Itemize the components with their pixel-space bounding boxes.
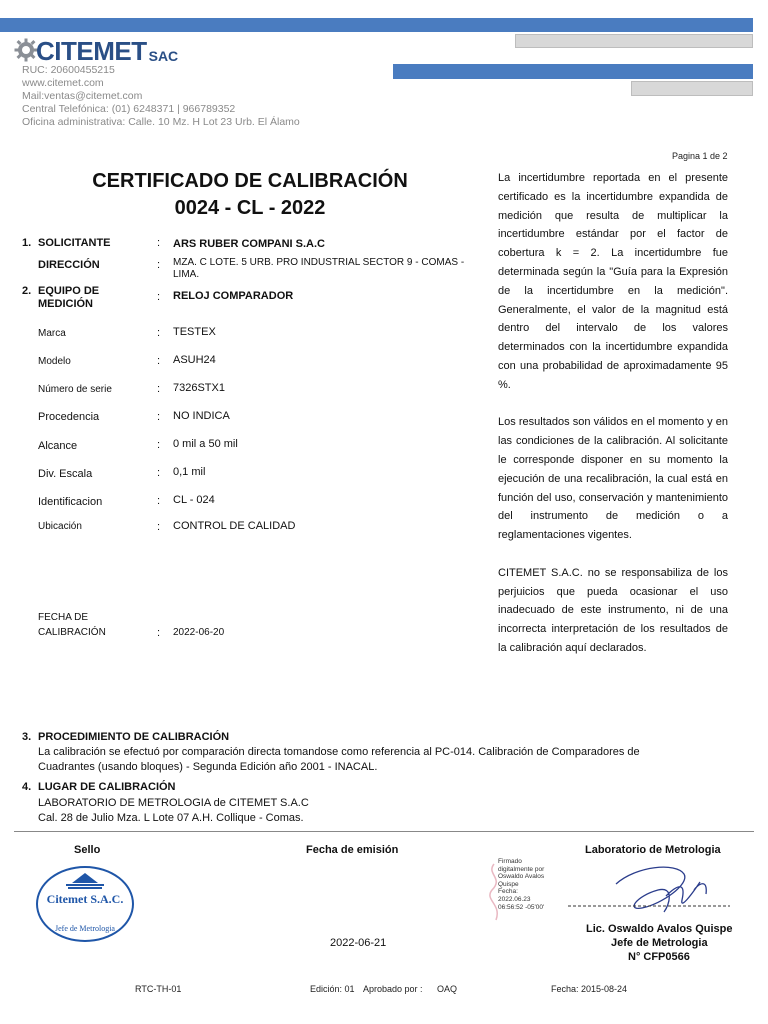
fecha-emision-label: Fecha de emisión (306, 844, 399, 856)
serie-label: Número de serie (38, 384, 112, 395)
colon: : (157, 411, 161, 423)
colon: : (157, 259, 161, 271)
procedencia-value: NO INDICA (173, 410, 230, 422)
marca-label: Marca (38, 328, 66, 339)
direccion-value: MZA. C LOTE. 5 URB. PRO INDUSTRIAL SECTOR 9 - COMAS - LIMA. (173, 257, 465, 280)
identificacion-value: CL - 024 (173, 494, 215, 506)
escala-label: Div. Escala (38, 468, 93, 480)
fecha-emision-value: 2022-06-21 (330, 937, 387, 949)
modelo-value: ASUH24 (173, 354, 216, 366)
divider (14, 831, 754, 832)
signer-cfp: N° CFP0566 (628, 951, 690, 963)
section-number-4: 4. (22, 781, 32, 793)
gear-icon (14, 38, 38, 62)
escala-value: 0,1 mil (173, 466, 206, 478)
header-blue-bar-top (0, 18, 753, 32)
stamp-company-name: Citemet S.A.C. (46, 892, 124, 906)
procedimiento-line2: Cuadrantes (usando bloques) - Segunda Edición año 2001 - INACAL. (38, 761, 378, 773)
mail-text: Mail:ventas@citemet.com (22, 90, 143, 102)
edition-text: Edición: 01 (310, 984, 355, 994)
colon: : (157, 327, 161, 339)
logo-text: CITEMET (36, 36, 147, 66)
laboratorio-label: Laboratorio de Metrologia (585, 844, 721, 856)
validity-paragraph: Los resultados son válidos en el momento y en las condiciones de la calibración. Al solicitante le corresponde disponer en su momento la ejecución de una recalibración, la cual está en función del uso, conservación y mantenimiento del instrumento de medición o a reglamentaciones vigentes. (498, 416, 728, 542)
company-logo (14, 34, 178, 64)
equipo-label: EQUIPO DE MEDICIÓN (38, 285, 100, 310)
colon: : (157, 355, 161, 367)
ubicacion-label: Ubicación (38, 521, 82, 532)
procedencia-label: Procedencia (38, 411, 100, 423)
digital-signature-note: Firmado digitalmente por Oswaldo Avalos Quispe Fecha: 2022.06.23 06:56:52 -05'00' (498, 858, 545, 911)
colon: : (157, 383, 161, 395)
signer-name: Lic. Oswaldo Avalos Quispe (586, 923, 733, 935)
ubicacion-value: CONTROL DE CALIDAD (173, 520, 296, 532)
stamp-subtitle: Jefe de Metrologia (55, 924, 115, 933)
alcance-label: Alcance (38, 440, 78, 452)
footer-date: Fecha: 2015-08-24 (551, 984, 628, 994)
phone-text: Central Telefónica: (01) 6248371 | 966789352 (22, 103, 236, 115)
lugar-line1: LABORATORIO DE METROLOGIA de CITEMET S.A.C (38, 797, 309, 809)
serie-value: 7326STX1 (173, 382, 225, 394)
ruc-text: RUC: 20600455215 (22, 64, 115, 76)
approved-by-value: OAQ (437, 984, 458, 994)
page-number: Pagina 1 de 2 (672, 151, 728, 161)
signer-role: Jefe de Metrologia (611, 937, 708, 949)
solicitante-label: SOLICITANTE (38, 237, 111, 249)
section-number-3: 3. (22, 731, 32, 743)
website-text: www.citemet.com (22, 77, 104, 89)
handwritten-signature (566, 860, 732, 918)
form-code: RTC-TH-01 (135, 984, 182, 994)
fecha-calibracion-label-line1: FECHA DE (38, 612, 89, 623)
colon: : (157, 521, 161, 533)
liability-paragraph: CITEMET S.A.C. no se responsabiliza de los perjuicios que pueda ocasionar el uso inadecuado de este instrumento, ni de una incorrecta interpretación de los resultados de la calibración aquí declarados. (498, 566, 728, 654)
office-text: Oficina administrativa: Calle. 10 Mz. H Lot 23 Urb. El Álamo (22, 116, 300, 128)
logo-suffix: SAC (148, 48, 179, 64)
colon: : (157, 439, 161, 451)
mountain-logo-icon (64, 873, 106, 891)
lugar-line2: Cal. 28 de Julio Mza. L Lote 07 A.H. Collique - Comas. (38, 812, 304, 824)
fecha-calibracion-label-line2: CALIBRACIÓN (38, 627, 106, 638)
equipo-value: RELOJ COMPARADOR (173, 290, 294, 302)
header-gray-bar-top (515, 34, 753, 48)
header-blue-bar-middle (393, 64, 753, 79)
marca-value: TESTEX (173, 326, 216, 338)
header-gray-bar-middle (631, 81, 753, 96)
solicitante-value: ARS RUBER COMPANI S.A.C (173, 238, 325, 250)
lugar-title: LUGAR DE CALIBRACIÓN (38, 781, 176, 793)
company-stamp (36, 866, 134, 942)
uncertainty-paragraph: La incertidumbre reportada en el presente certificado es la incertidumbre expandida de medición que resulta de multiplicar la incertidumbre estándar por el factor de cobertura k = 2. La incertidumbre fue determinada según la "Guía para la Expresión de la incertidumbre en la medición". Generalmente, el valor de la magnitud está dentro del intervalo de los valores determinados con la incertidumbre expandida con una probabilidad de aproximadamente 95 %. (498, 172, 728, 391)
identificacion-label: Identificacion (38, 496, 103, 508)
colon: : (157, 495, 161, 507)
fecha-calibracion-value: 2022-06-20 (173, 627, 225, 638)
colon: : (157, 467, 161, 479)
certificate-number: 0024 - CL - 2022 (174, 197, 326, 219)
procedimiento-line1: La calibración se efectuó por comparación directa tomandose como referencia al PC-014. Calibración de Comparadores de (38, 746, 640, 758)
sello-label: Sello (74, 844, 101, 856)
direccion-label: DIRECCIÓN (38, 259, 100, 271)
section-number-2: 2. (22, 285, 32, 297)
alcance-value: 0 mil a 50 mil (173, 438, 238, 450)
approved-by-label: Aprobado por : (363, 984, 423, 994)
colon: : (157, 627, 161, 639)
colon: : (157, 291, 161, 303)
modelo-label: Modelo (38, 356, 71, 367)
document-title: CERTIFICADO DE CALIBRACIÓN (92, 170, 408, 192)
section-number-1: 1. (22, 237, 32, 249)
terms-text (498, 169, 728, 677)
colon: : (157, 237, 161, 249)
procedimiento-title: PROCEDIMIENTO DE CALIBRACIÓN (38, 731, 230, 743)
